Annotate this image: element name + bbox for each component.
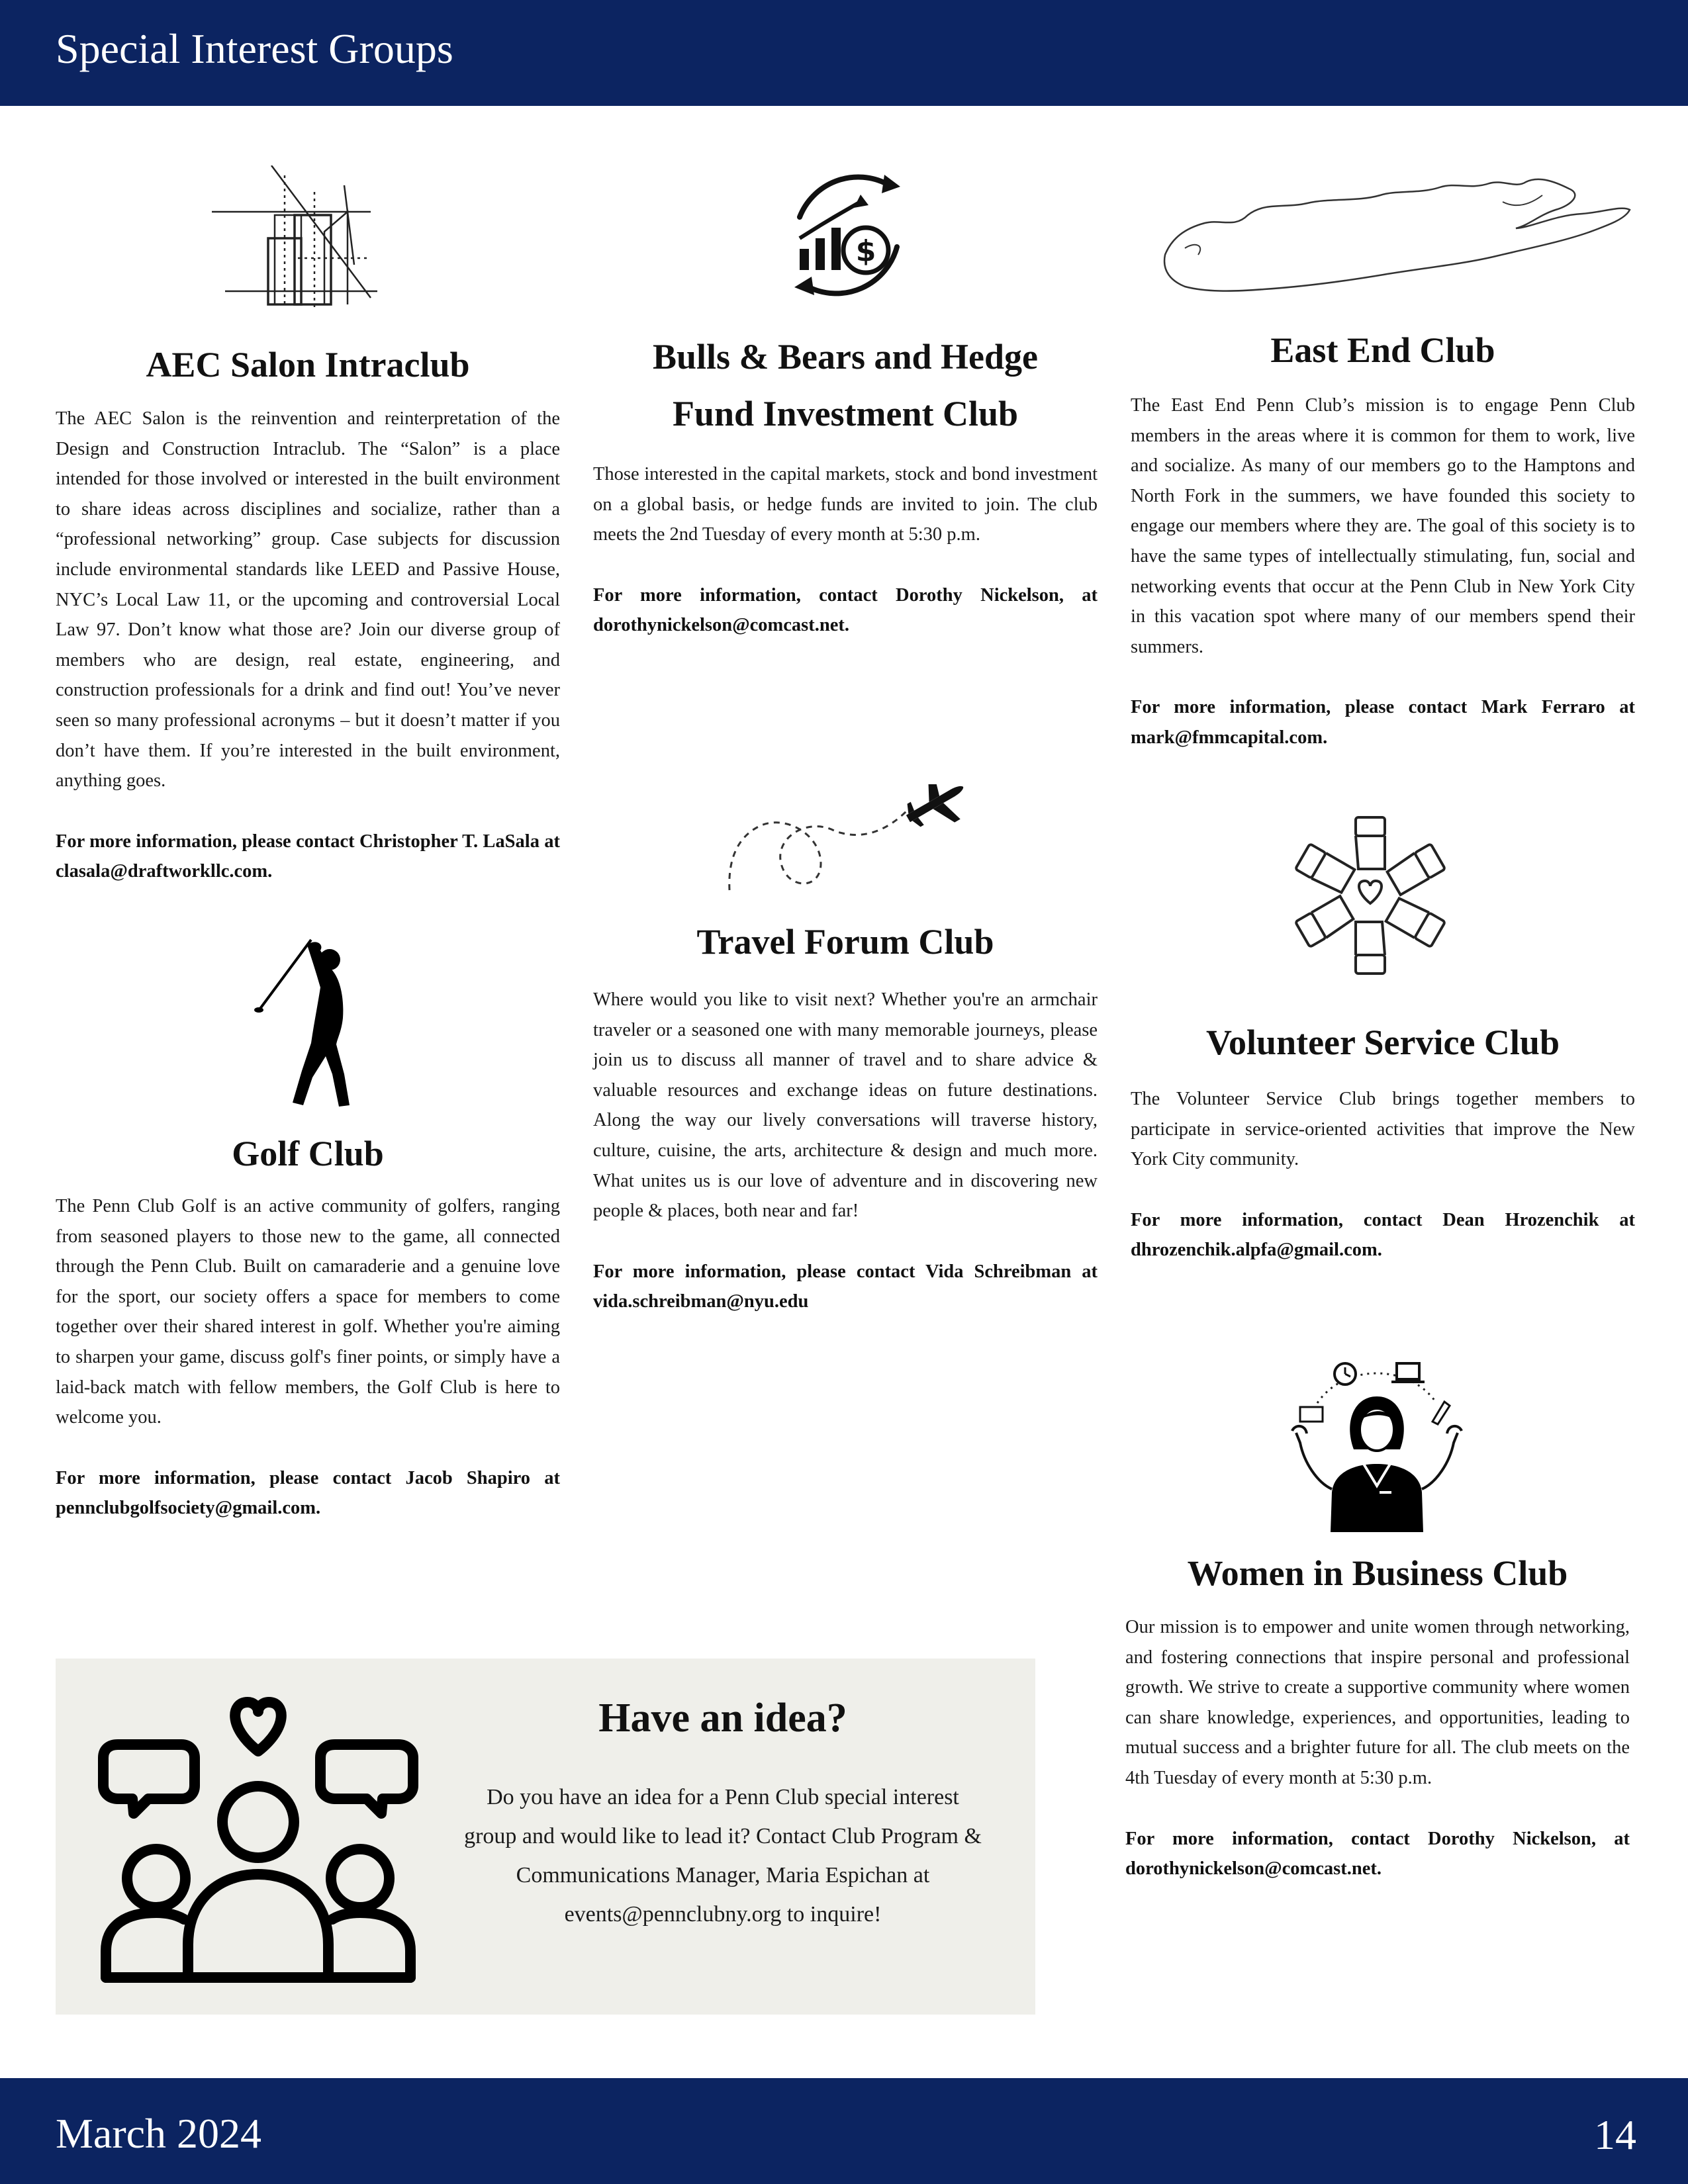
- long-island-map-icon: [1158, 175, 1635, 298]
- section-contact: For more information, please contact Mark Ferraro at mark@fmmcapital.com.: [1131, 697, 1635, 748]
- section-travel-forum: [593, 913, 1098, 1317]
- airplane-path-icon: [722, 784, 973, 897]
- golfer-silhouette-icon: [252, 932, 371, 1111]
- section-body: Those interested in the capital markets, stock and bond investment on a global basis, or hedge funds are invited to join. The club meets the 2nd Tuesday of every month at 5:30 p.m.: [593, 464, 1098, 545]
- helping-hands-circle-icon: [1284, 813, 1456, 978]
- section-body: Our mission is to empower and unite women through networking, and fostering connections that inspire personal and professional growth. We strive to create a supportive community where women can share knowledge, experiences, and opportunities, leading to mutual success and a brighter future for all. The club meets on the 4th Tuesday of every month at 5:30 p.m.: [1125, 1617, 1630, 1788]
- section-title: AEC Salon Intraclub: [146, 345, 470, 385]
- page-header-title: Special Interest Groups: [56, 25, 453, 72]
- section-body: The Penn Club Golf is an active community of golfers, ranging from seasoned players to those new to the game, all connected through the Penn Club. Built on camaraderie and a genuine love for the sport, our society offers a space for members to come together over their shared interest in golf. Whether you're aiming to sharpen your game, discuss golf's finer points, or simply have a laid-back match with fellow members, the Golf Club is here to welcome you.: [56, 1196, 560, 1428]
- section-contact: For more information, please contact Vida Schreibman at vida.schreibman@nyu.edu: [593, 1261, 1098, 1312]
- investment-growth-icon: [768, 164, 920, 306]
- section-title: Golf Club: [232, 1134, 384, 1173]
- page-number: 14: [1594, 2111, 1636, 2158]
- section-body: The East End Penn Club’s mission is to engage Penn Club members in the areas where it is common for them to work, live and socialize. As many of our members go to the Hamptons and North Fork in the summers, we have founded this society to engage our members where they are. The goal of this society is to have the same types of intellectually stimulating, fun, social and networking events that occur at the Penn Club in New York City in this vacation spot where many of our members spend their summers.: [1131, 395, 1635, 657]
- section-body: Where would you like to visit next? Whether you're an armchair traveler or a seasoned one with many memorable journeys, please join us to discuss all manner of travel and to share advice & valuable resources and exchange ideas on future destinations. Along the way our lively conversations will traverse history, culture, cuisine, the arts, architecture & design and much more. What unites us is our love of adventure and in discovering new people & places, both near and far!: [593, 989, 1098, 1222]
- idea-body: Do you have an idea for a Penn Club special interest group and would like to lead it? Contact Club Program & Communications Manager, Maria Espichan at events@pennclubny.org to inquire!: [464, 1785, 982, 1927]
- section-women-in-business: [1125, 1545, 1630, 1884]
- section-title: Volunteer Service Club: [1206, 1023, 1560, 1062]
- section-body: The AEC Salon is the reinvention and reinterpretation of the Design and Construction Intraclub. The “Salon” is a place intended for those involved or interested in the built environment to share ideas across disciplines and socialize, rather than a “professional networking” group. Case subjects for discussion include environmental standards like LEED and Passive House, NYC’s Local Law 11, or the upcoming and controversial Local Law 97. Don’t know what those are? Join our diverse group of members who are design, real estate, engineering, and construction professionals for a drink and find out! You’ve never seen so many professional acronyms – but it doesn’t matter if you don’t have them. If you’re interested in the built environment, anything goes.: [56, 408, 560, 792]
- section-contact: For more information, contact Dorothy Nickelson, at dorothynickelson@comcast.net.: [1125, 1828, 1630, 1880]
- section-title: East End Club: [1270, 330, 1495, 370]
- header-band: [0, 0, 1688, 106]
- section-title: Women in Business Club: [1187, 1553, 1568, 1593]
- community-ideas-icon: [95, 1686, 426, 1991]
- architecture-sketch-icon: [212, 165, 384, 311]
- section-bulls-bears: [593, 328, 1098, 641]
- section-volunteer-service: [1131, 1014, 1635, 1265]
- section-east-end: [1131, 322, 1635, 753]
- have-an-idea-box: [56, 1659, 1035, 2015]
- svg-text:$: $: [855, 234, 876, 268]
- section-contact: For more information, please contact Christopher T. LaSala at clasala@draftworkllc.com.: [56, 831, 560, 882]
- section-body: The Volunteer Service Club brings together members to participate in service-oriented activities that improve the New York City community.: [1131, 1089, 1635, 1170]
- businesswoman-juggling-icon: [1291, 1350, 1463, 1532]
- footer-band: [0, 2078, 1688, 2184]
- section-contact: For more information, contact Dean Hrozenchik at dhrozenchik.alpfa@gmail.com.: [1131, 1209, 1635, 1261]
- section-contact: For more information, contact Dorothy Nickelson, at dorothynickelson@comcast.net.: [593, 584, 1098, 636]
- section-golf: [56, 1125, 560, 1524]
- idea-title: Have an idea?: [598, 1696, 847, 1741]
- section-title: Bulls & Bears and Hedge Fund Investment Club: [652, 337, 1039, 433]
- section-aec-salon: [56, 336, 560, 887]
- footer-date: March 2024: [56, 2110, 262, 2157]
- section-title: Travel Forum Club: [696, 922, 994, 962]
- section-contact: For more information, please contact Jacob Shapiro at pennclubgolfsociety@gmail.com.: [56, 1467, 560, 1519]
